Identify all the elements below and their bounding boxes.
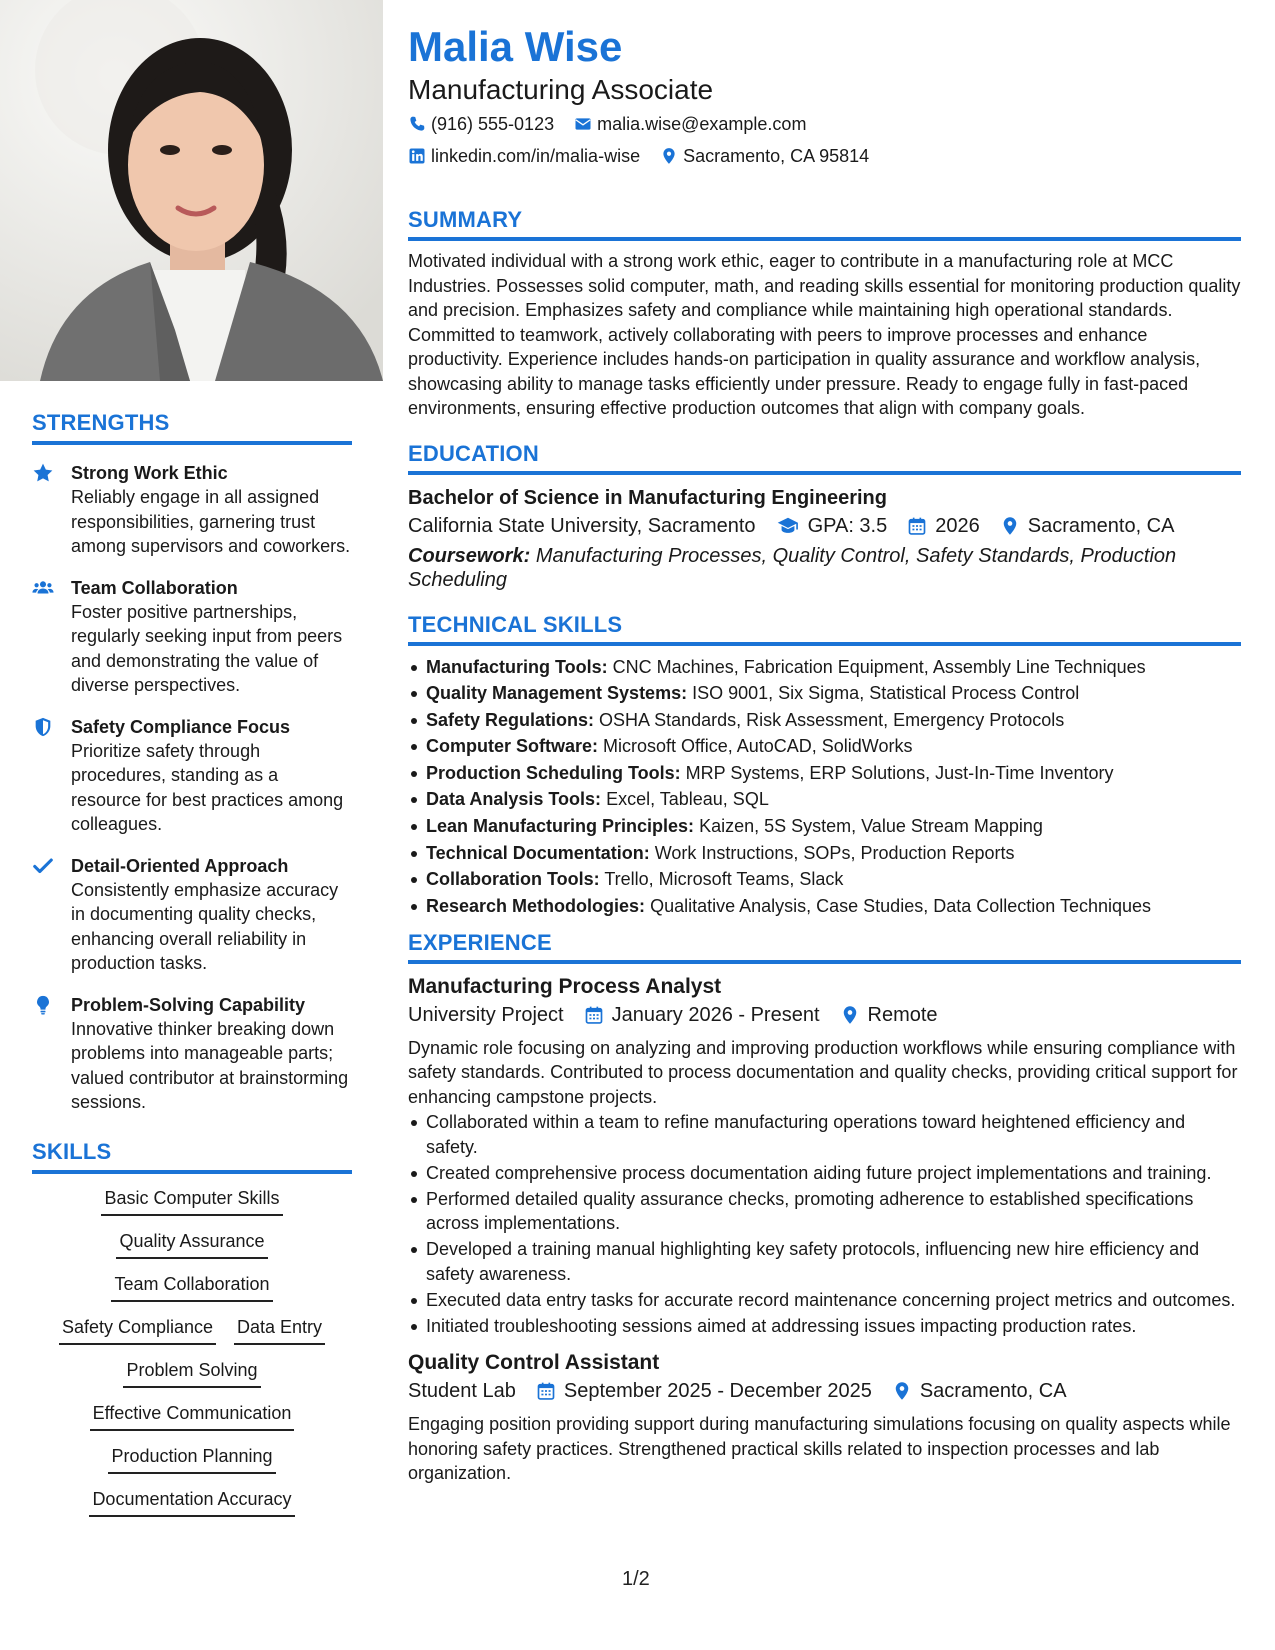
shield-icon xyxy=(32,716,54,738)
graduation-cap-icon xyxy=(776,515,800,537)
calendar-icon xyxy=(536,1381,556,1401)
gpa-text: GPA: 3.5 xyxy=(807,514,888,537)
calendar-icon xyxy=(584,1005,604,1025)
envelope-icon xyxy=(574,115,592,133)
strength-title: Team Collaboration xyxy=(71,577,238,598)
education-section xyxy=(408,441,1241,592)
map-pin-icon xyxy=(1000,516,1020,536)
location-contact xyxy=(660,141,869,171)
calendar-icon xyxy=(907,516,927,536)
coursework xyxy=(408,544,1241,592)
skill-tag: Team Collaboration xyxy=(111,1272,272,1302)
linkedin-contact[interactable] xyxy=(408,141,640,171)
star-icon xyxy=(32,462,54,484)
skill-category: Data Analysis Tools: xyxy=(426,789,602,810)
skill-tag: Basic Computer Skills xyxy=(101,1186,282,1216)
skill-category: Technical Documentation: xyxy=(426,842,650,863)
skill-tag: Data Entry xyxy=(234,1315,325,1345)
strength-item xyxy=(32,715,352,837)
list-item: Collaborated within a team to refine manufacturing operations toward heightened efficiency and safety. xyxy=(408,1110,1241,1159)
contact-row xyxy=(408,109,1241,139)
summary-section xyxy=(408,207,1241,421)
degree-title: Bachelor of Science in Manufacturing Engineering xyxy=(408,486,887,509)
skill-values: CNC Machines, Fabrication Equipment, Assembly Line Techniques xyxy=(612,656,1146,677)
job-org: University Project xyxy=(408,1003,564,1026)
users-icon xyxy=(32,577,54,599)
skills-heading: SKILLS xyxy=(32,1139,352,1174)
job-meta xyxy=(408,1376,1241,1406)
technical-skills-list xyxy=(408,655,1241,918)
school-name: California State University, Sacramento xyxy=(408,514,756,537)
linkedin-icon xyxy=(408,147,426,165)
location-text: Sacramento, CA 95814 xyxy=(683,146,870,166)
skill-category: Collaboration Tools: xyxy=(426,869,600,890)
right-column xyxy=(408,22,1241,1486)
strength-desc: Consistently emphasize accuracy in documenting quality checks, enhancing overall reliability in production tasks. xyxy=(71,879,339,973)
list-item xyxy=(408,867,1241,891)
experience-heading: EXPERIENCE xyxy=(408,930,1241,964)
list-item xyxy=(408,681,1241,705)
summary-text: Motivated individual with a strong work ethic, eager to contribute in a manufacturing role at MCC Industries. Possesses solid computer, math, and reading skills essential for monitoring production quality and precision. Emphasizes safety and compliance while maintaining high operational standards. Committed to teamwork, actively collaborating with peers to improve processes and enhance productivity. Experience includes hands-on participation in quality assurance and workflow analysis, showcasing ability to manage tasks efficiently under pressure. Ready to engage fully in fast-paced environments, ensuring effective production outcomes that align with company goals. xyxy=(408,251,1241,418)
skills-section xyxy=(32,1139,352,1517)
strength-desc: Innovative thinker breaking down problems into manageable parts; valued contributor at brainstorming sessions. xyxy=(71,1018,349,1112)
skill-values: Work Instructions, SOPs, Production Reports xyxy=(654,842,1015,863)
phone-icon xyxy=(408,115,426,133)
summary-heading: SUMMARY xyxy=(408,207,1241,241)
job-org: Student Lab xyxy=(408,1380,516,1403)
list-item xyxy=(408,787,1241,811)
map-pin-icon xyxy=(840,1005,860,1025)
job-dates: September 2025 - December 2025 xyxy=(563,1380,872,1403)
email-text: malia.wise@example.com xyxy=(597,114,807,134)
strength-desc: Prioritize safety through procedures, standing as a resource for best practices among colleagues. xyxy=(71,740,344,834)
skill-values: Qualitative Analysis, Case Studies, Data Collection Techniques xyxy=(650,895,1152,916)
skill-category: Lean Manufacturing Principles: xyxy=(426,816,695,837)
skill-tag: Quality Assurance xyxy=(116,1229,267,1259)
lightbulb-icon xyxy=(32,994,54,1016)
education-meta xyxy=(408,511,1241,541)
map-pin-icon xyxy=(892,1381,912,1401)
strength-title: Strong Work Ethic xyxy=(71,463,228,483)
skill-tag: Production Planning xyxy=(108,1444,275,1474)
skill-tag: Effective Communication xyxy=(90,1401,295,1431)
contact-row xyxy=(408,141,1241,171)
skill-values: Excel, Tableau, SQL xyxy=(606,789,769,810)
skill-category: Manufacturing Tools: xyxy=(426,656,608,677)
list-item xyxy=(408,841,1241,865)
list-item xyxy=(408,814,1241,838)
school-location: Sacramento, CA xyxy=(1027,514,1175,537)
skill-category: Production Scheduling Tools: xyxy=(426,762,681,783)
experience-section xyxy=(408,930,1241,1486)
list-item: Created comprehensive process documentation aiding future project implementations and training. xyxy=(408,1161,1241,1186)
profile-photo xyxy=(0,0,383,381)
list-item: Initiated troubleshooting sessions aimed at addressing issues impacting production rates. xyxy=(408,1314,1241,1339)
coursework-text: Manufacturing Processes, Quality Control, Safety Standards, Production Scheduling xyxy=(408,544,1177,591)
list-item: Performed detailed quality assurance checks, promoting adherence to established specifications across implementations. xyxy=(408,1187,1241,1236)
page-number: 1/2 xyxy=(622,1568,650,1590)
strengths-list xyxy=(32,461,352,1115)
job-title: Manufacturing Associate xyxy=(408,74,714,105)
job-description: Dynamic role focusing on analyzing and improving production workflows while ensuring compliance with safety standards. Contributed to process documentation and quality checks, providing critical support for enhancing campstone projects. xyxy=(408,1037,1238,1107)
technical-skills-heading: TECHNICAL SKILLS xyxy=(408,612,1241,646)
skill-values: Microsoft Office, AutoCAD, SolidWorks xyxy=(603,736,913,757)
job-dates: January 2026 - Present xyxy=(611,1003,820,1026)
left-column xyxy=(32,410,352,1530)
strength-item xyxy=(32,854,352,976)
skill-values: MRP Systems, ERP Solutions, Just-In-Time Inventory xyxy=(685,762,1114,783)
strength-title: Problem-Solving Capability xyxy=(71,994,306,1015)
job-title-entry: Manufacturing Process Analyst xyxy=(408,974,722,998)
phone-contact[interactable] xyxy=(408,109,554,139)
graduation-year: 2026 xyxy=(935,514,980,537)
list-item xyxy=(408,761,1241,785)
map-pin-icon xyxy=(660,147,678,165)
skill-values: Trello, Microsoft Teams, Slack xyxy=(604,869,844,890)
strength-title: Detail-Oriented Approach xyxy=(71,855,289,876)
list-item: Executed data entry tasks for accurate record maintenance concerning project metrics and outcomes. xyxy=(408,1288,1241,1313)
job-description: Engaging position providing support during manufacturing simulations focusing on quality aspects while honoring safety practices. Strengthened practical skills related to inspection processes and lab organization. xyxy=(408,1414,1231,1484)
job-meta xyxy=(408,1000,1241,1030)
list-item xyxy=(408,894,1241,918)
job-title-entry: Quality Control Assistant xyxy=(408,1351,660,1375)
education-heading: EDUCATION xyxy=(408,441,1241,475)
skill-tags xyxy=(32,1186,352,1517)
skill-category: Quality Management Systems: xyxy=(426,683,688,704)
technical-skills-section xyxy=(408,612,1241,918)
candidate-name: Malia Wise xyxy=(408,23,623,70)
skill-category: Computer Software: xyxy=(426,736,599,757)
skill-category: Safety Regulations: xyxy=(426,709,595,730)
list-item: Developed a training manual highlighting key safety protocols, influencing new hire efficiency and safety awareness. xyxy=(408,1237,1241,1286)
skill-tag: Problem Solving xyxy=(123,1358,260,1388)
linkedin-text: linkedin.com/in/malia-wise xyxy=(431,146,641,166)
email-contact[interactable] xyxy=(574,109,806,139)
strength-item xyxy=(32,461,352,559)
strength-desc: Reliably engage in all assigned responsibilities, garnering trust among supervisors and coworkers. xyxy=(71,487,351,556)
list-item xyxy=(408,708,1241,732)
skill-tag: Safety Compliance xyxy=(59,1315,216,1345)
strength-desc: Foster positive partnerships, regularly seeking input from peers and demonstrating the value of diverse perspectives. xyxy=(71,601,343,695)
strengths-heading: STRENGTHS xyxy=(32,410,352,445)
skill-values: ISO 9001, Six Sigma, Statistical Process Control xyxy=(692,683,1080,704)
strength-item xyxy=(32,993,352,1115)
phone-text: (916) 555-0123 xyxy=(431,114,555,134)
strength-title: Safety Compliance Focus xyxy=(71,716,291,737)
skill-tag: Documentation Accuracy xyxy=(89,1487,294,1517)
strength-item xyxy=(32,576,352,698)
check-icon xyxy=(32,855,54,877)
list-item xyxy=(408,655,1241,679)
list-item xyxy=(408,734,1241,758)
job-location: Remote xyxy=(867,1003,938,1026)
job-bullets xyxy=(408,1110,1241,1338)
job-location: Sacramento, CA xyxy=(919,1380,1067,1403)
skill-category: Research Methodologies: xyxy=(426,895,646,916)
coursework-label: Coursework: xyxy=(408,544,531,567)
skill-values: Kaizen, 5S System, Value Stream Mapping xyxy=(699,816,1043,837)
skill-values: OSHA Standards, Risk Assessment, Emergency Protocols xyxy=(599,709,1065,730)
